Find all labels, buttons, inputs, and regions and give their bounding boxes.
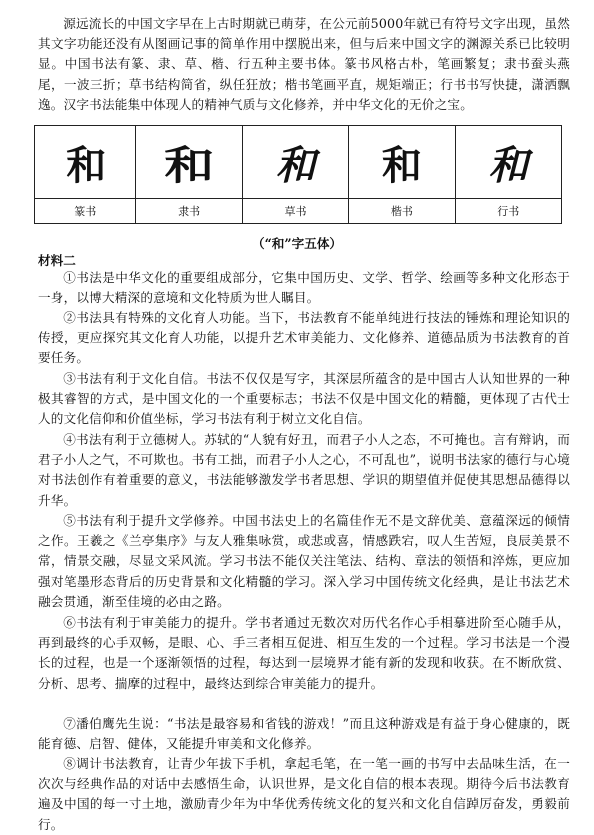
cursive-script-glyph: 和 [242, 126, 348, 199]
item-7-paragraph: ⑦潘伯鹰先生说：“书法是最容易和省钱的游戏！”而且这种游戏是有益于身心健康的，既能育德、启智、健体，又能提升审美和文化修养。 [38, 716, 570, 752]
glyph-row [35, 126, 562, 199]
regular-script-glyph: 和 [349, 126, 455, 199]
clerical-script-label: 隶书 [136, 199, 242, 224]
item-1-paragraph: ①书法是中华文化的重要组成部分，它集中国历史、文学、哲学、绘画等多种文化形态于一身，以博大精深的意境和文化特质为世人瞩目。 [38, 270, 570, 306]
seal-script-glyph: 和 [35, 126, 136, 199]
item-3-paragraph: ③书法有利于文化自信。书法不仅仅是写字，其深层所蕴含的是中国古人认知世界的一种极其睿智的方式，是中国文化的一个重要标志；书法不仅是中国文化的精髓，更体现了古代士人的文化信仰和价值坐标，学习书法有利于树立文化自信。 [38, 371, 570, 427]
intro-paragraph: 源远流长的中国文字早在上古时期就已萌芽，在公元前5000年就已有符号文字出现，虽然其文字功能还没有从图画记事的简单作用中摆脱出来，但与后来中国文字的渊源关系已比较明显。中国书法有篆、隶、草、楷、行五种主要书体。篆书风格古朴，笔画繁复；隶书蚕头燕尾，一波三折；草书结构简省，纵任狂放；楷书笔画平直，规矩端正；行书书写快捷，潇洒飘逸。汉字书法能集中体现人的精神气质与文化修养，并中华文化的无价之宝。 [38, 16, 570, 112]
item-8-paragraph: ⑧调计书法教育，让青少年拔下手机，拿起毛笔，在一笔一画的书写中去品味生活，在一次次与经典作品的对话中去感悟生命，认识世界，是文化自信的根本表现。期待今后书法教育遍及中国的每一寸土地，激励青少年为中华优秀传统文化的复兴和文化自信踔厉奋发，勇毅前行。 [38, 756, 570, 832]
clerical-script-glyph: 和 [123, 126, 256, 199]
regular-script-label: 楷书 [349, 199, 455, 224]
seal-script-label: 篆书 [35, 199, 136, 224]
running-script-glyph: 和 [455, 126, 561, 199]
table-caption: （“和”字五体） [251, 236, 343, 251]
running-script-label: 行书 [455, 199, 561, 224]
cursive-script-label: 草书 [242, 199, 348, 224]
material-two-heading: 材料二 [38, 253, 76, 268]
item-4-paragraph: ④书法有利于立德树人。苏轼的“人貌有好丑，而君子小人之态，不可掩也。言有辩讷，而君子小人之气，不可欺也。书有工拙，而君子小人之心，不可乱也”，说明书法家的德行与心境对书法创作有着重要的意义，书法能够激发学书者思想、学识的期望值并促使其思想品德得以升华。 [38, 432, 570, 508]
calligraphy-table [34, 125, 562, 224]
item-5-paragraph: ⑤书法有利于提升文学修养。中国书法史上的名篇佳作无不是文辞优美、意蕴深远的倾情之作。王羲之《兰亭集序》与友人雅集咏赏，或悲或喜，情感跌宕，叹人生苦短，良辰美景不常，情景交融，尽显文采风流。学习书法不能仅关注笔法、结构、章法的领悟和淬炼，更应加强对笔墨形态背后的历史背景和文化精髓的学习。深入学习中国传统文化经典，是让书法艺术融会贯通，渐至佳境的必由之路。 [38, 513, 570, 609]
item-6-paragraph: ⑥书法有利于审美能力的提升。学书者通过无数次对历代名作心手相摹进阶至心随手从，再到最终的心手双畅，是眼、心、手三者相互促进、相互生发的一个过程。学习书法是一个漫长的过程，也是一个逐渐领悟的过程，每达到一层境界才能有新的发现和收获。在不断欣赏、分析、思考、揣摩的过程中，最终达到综合审美能力的提升。 [38, 615, 570, 691]
item-2-paragraph: ②书法具有特殊的文化育人功能。当下，书法教育不能单纯进行技法的锤炼和理论知识的传授，更应探究其文化育人功能，以提升艺术审美能力、文化修养、道德品质为书法教育的首要任务。 [38, 310, 570, 366]
label-row [35, 199, 562, 224]
